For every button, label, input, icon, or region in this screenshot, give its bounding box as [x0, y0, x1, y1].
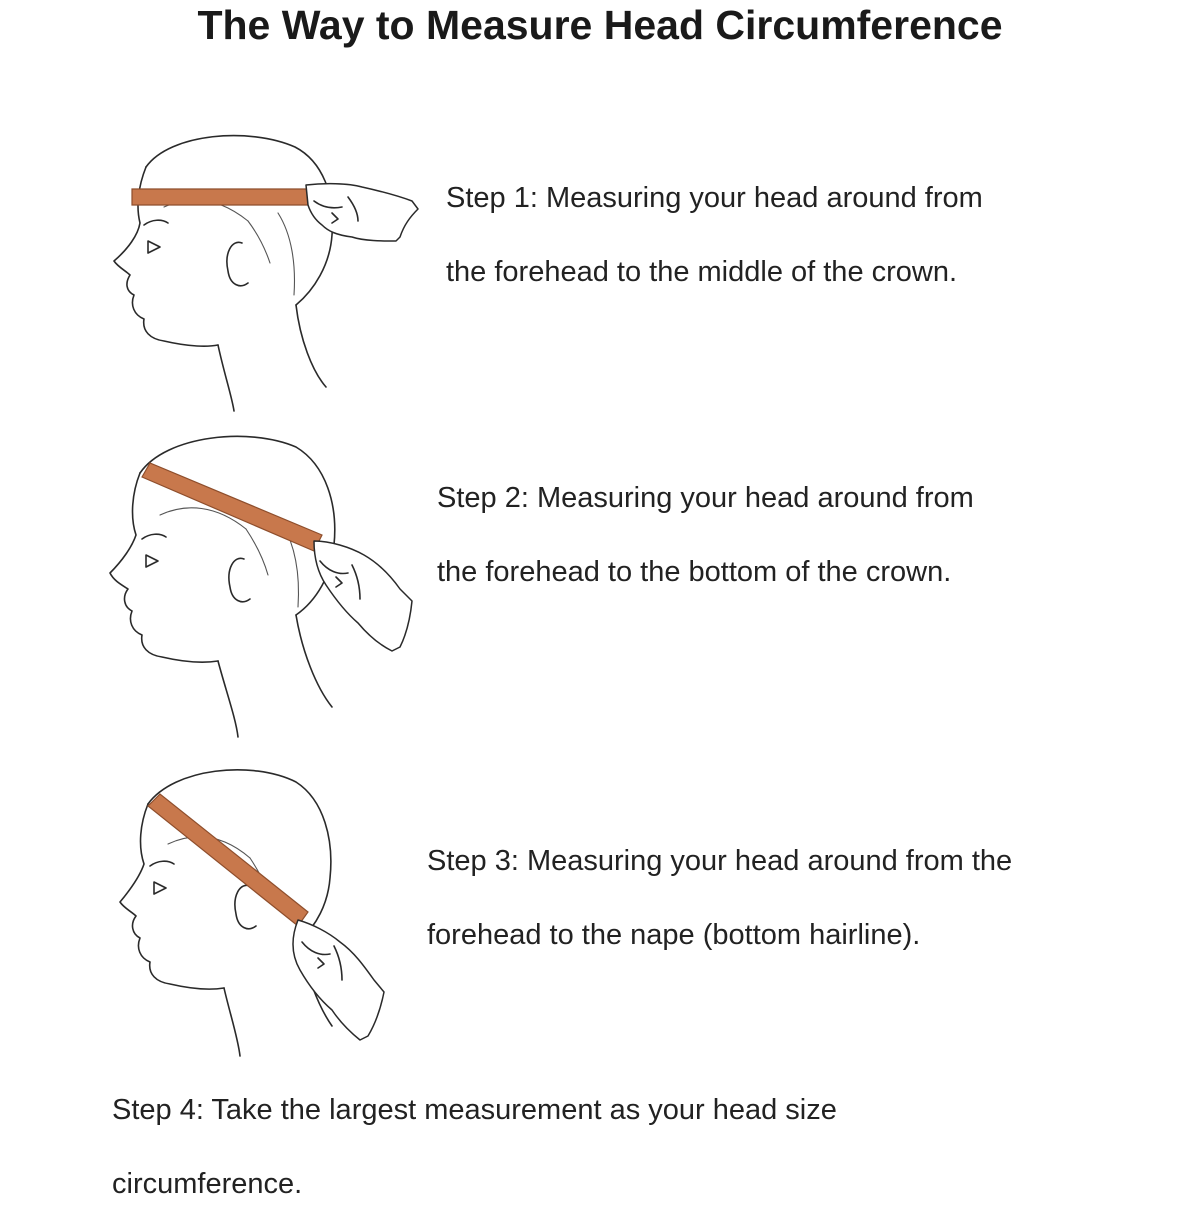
- step-3-line-2: forehead to the nape (bottom hairline).: [427, 919, 921, 951]
- step-3-text: [427, 824, 1012, 972]
- step-2-illustration: [100, 425, 430, 745]
- step-3-line-1: Step 3: Measuring your head around from the: [427, 845, 1013, 877]
- measuring-tape: [142, 463, 322, 551]
- step-4-line-2: circumference.: [112, 1168, 303, 1200]
- head-measure-nape-icon: [112, 760, 412, 1060]
- step-2-line-2: the forehead to the bottom of the crown.: [437, 556, 952, 588]
- step-2-line-1: Step 2: Measuring your head around from: [437, 482, 974, 514]
- step-1-text: [446, 161, 983, 309]
- step-1-line-2: the forehead to the middle of the crown.: [446, 256, 958, 288]
- head-measure-crown-bottom-icon: [100, 425, 430, 745]
- step-4-line-1: Step 4: Take the largest measurement as your head size: [112, 1094, 837, 1126]
- measuring-tape: [132, 189, 308, 205]
- step-1-illustration: [100, 125, 430, 415]
- step-2-text: [437, 461, 974, 609]
- page-title: The Way to Measure Head Circumference: [197, 2, 1003, 48]
- step-3-illustration: [112, 760, 412, 1060]
- head-measure-crown-middle-icon: [100, 125, 430, 415]
- measuring-tape: [148, 794, 308, 926]
- step-1-line-1: Step 1: Measuring your head around from: [446, 182, 983, 214]
- step-4-text: [112, 1073, 837, 1221]
